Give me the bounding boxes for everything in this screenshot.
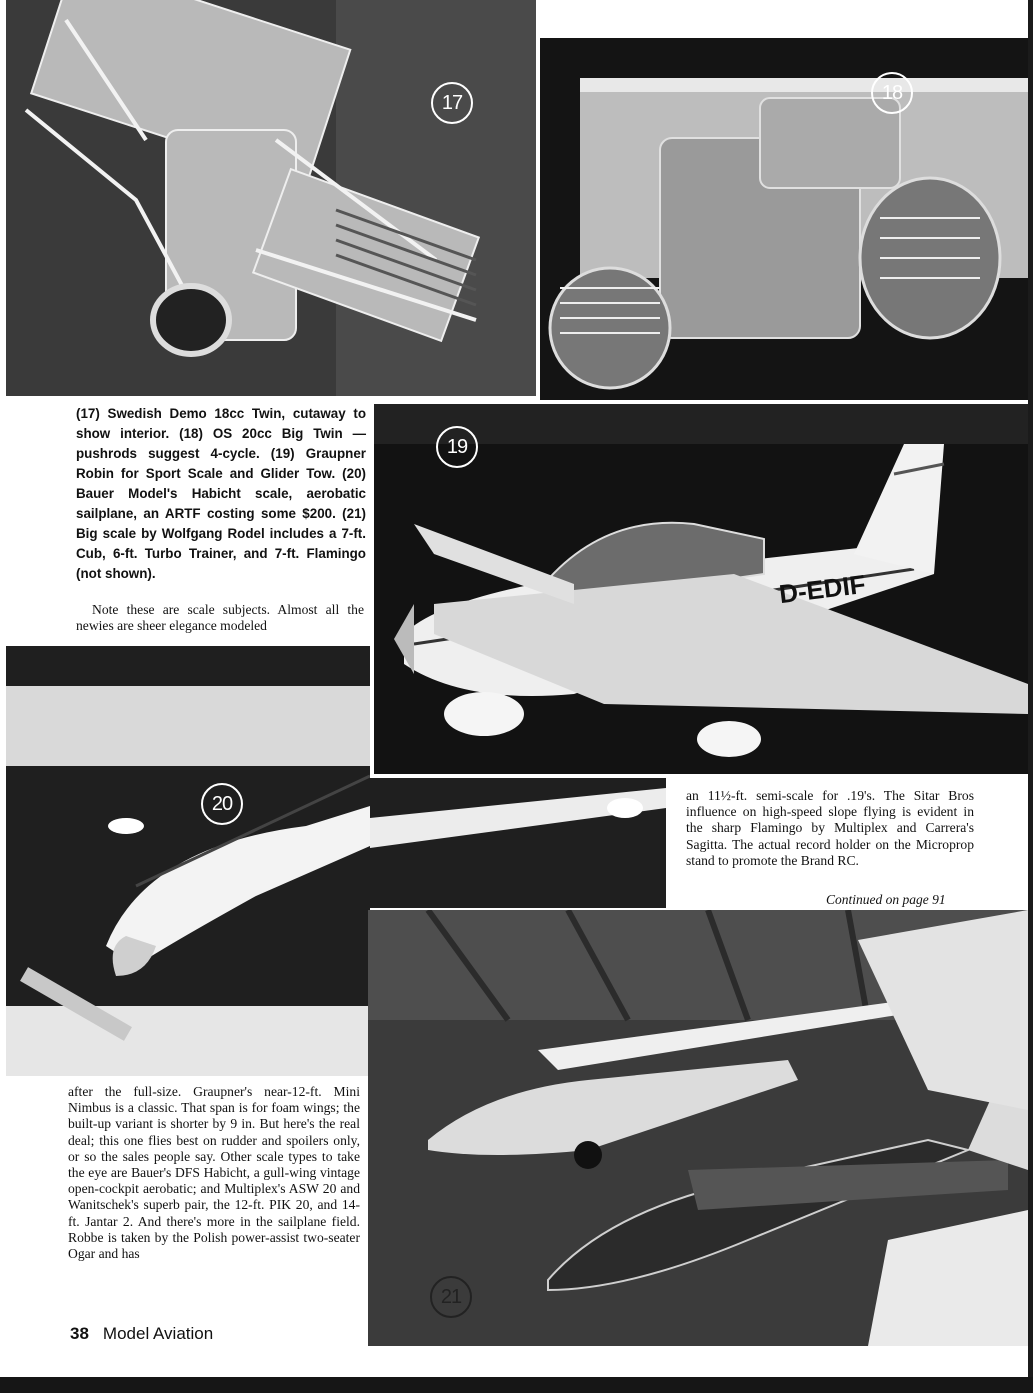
scan-edge-right <box>1028 0 1033 1393</box>
photo-20-number-badge: 20 <box>201 783 243 825</box>
page-number: 38 <box>70 1324 89 1343</box>
photo-captions: (17) Swedish Demo 18cc Twin, cutaway to show interior. (18) OS 20cc Big Twin —pushrods suggest 4-cycle. (19) Graupner Robin for Sport Scale and Glider Tow. (20) Bauer Model's Habicht scale, aerobatic sailplane, an ARTF costing some $200. (21) Big scale by Wolfgang Rodel includes a 7-ft. Cub, 6-ft. Turbo Trainer, and 7-ft. Flamingo (not shown). <box>76 406 366 581</box>
photo-17-number-badge: 17 <box>431 82 473 124</box>
photo-17-engine-cutaway <box>6 0 536 396</box>
page-folio <box>70 1324 213 1344</box>
continued-notice: Continued on page 91 <box>826 892 946 907</box>
photo-21-number-badge: 21 <box>430 1276 472 1318</box>
scan-edge-bottom <box>0 1377 1033 1393</box>
article-paragraph-1: Note these are scale subjects. Almost all the newies are sheer elegance modeled <box>76 602 364 634</box>
photo-19-registration-mark: D-EDIF <box>777 568 868 610</box>
photo-20-bauer-habicht <box>6 646 370 1076</box>
photo-21-rodel-big-scale <box>368 910 1028 1346</box>
article-paragraph-3: an 11½-ft. semi-scale for .19's. The Sitar Bros influence on high-speed slope flying is evident in the sharp Flamingo by Multiplex and Carrera's Sagitta. The actual record holder on the Microprop stand to promote the Brand RC. <box>686 788 974 868</box>
photo-19-graupner-robin <box>374 404 1028 774</box>
photo-19-number-badge: 19 <box>436 426 478 468</box>
magazine-name: Model Aviation <box>102 1324 214 1343</box>
photo-18-os-twin-engine <box>540 38 1028 400</box>
photo-20-right-part <box>370 778 666 908</box>
article-paragraph-2: after the full-size. Graupner's near-12-ft. Mini Nimbus is a classic. That span is for foam wings; the built-up variant is shorter by 9 in. But here's the real deal; this one flies best on rudder and spoilers only, or so the sales people say. Other scale types to take the eye are Bauer's DFS Habicht, a gull-wing vintage open-cockpit aerobatic; and Multiplex's ASW 20 and Wanitschek's superb pair, the 12-ft. PIK 20, and 14-ft. Jantar 2. And there's more in the sailplane field. Robbe is taken by the Polish power-assist two-seater Ogar and has <box>68 1084 360 1262</box>
photo-18-number-badge: 18 <box>871 72 913 114</box>
